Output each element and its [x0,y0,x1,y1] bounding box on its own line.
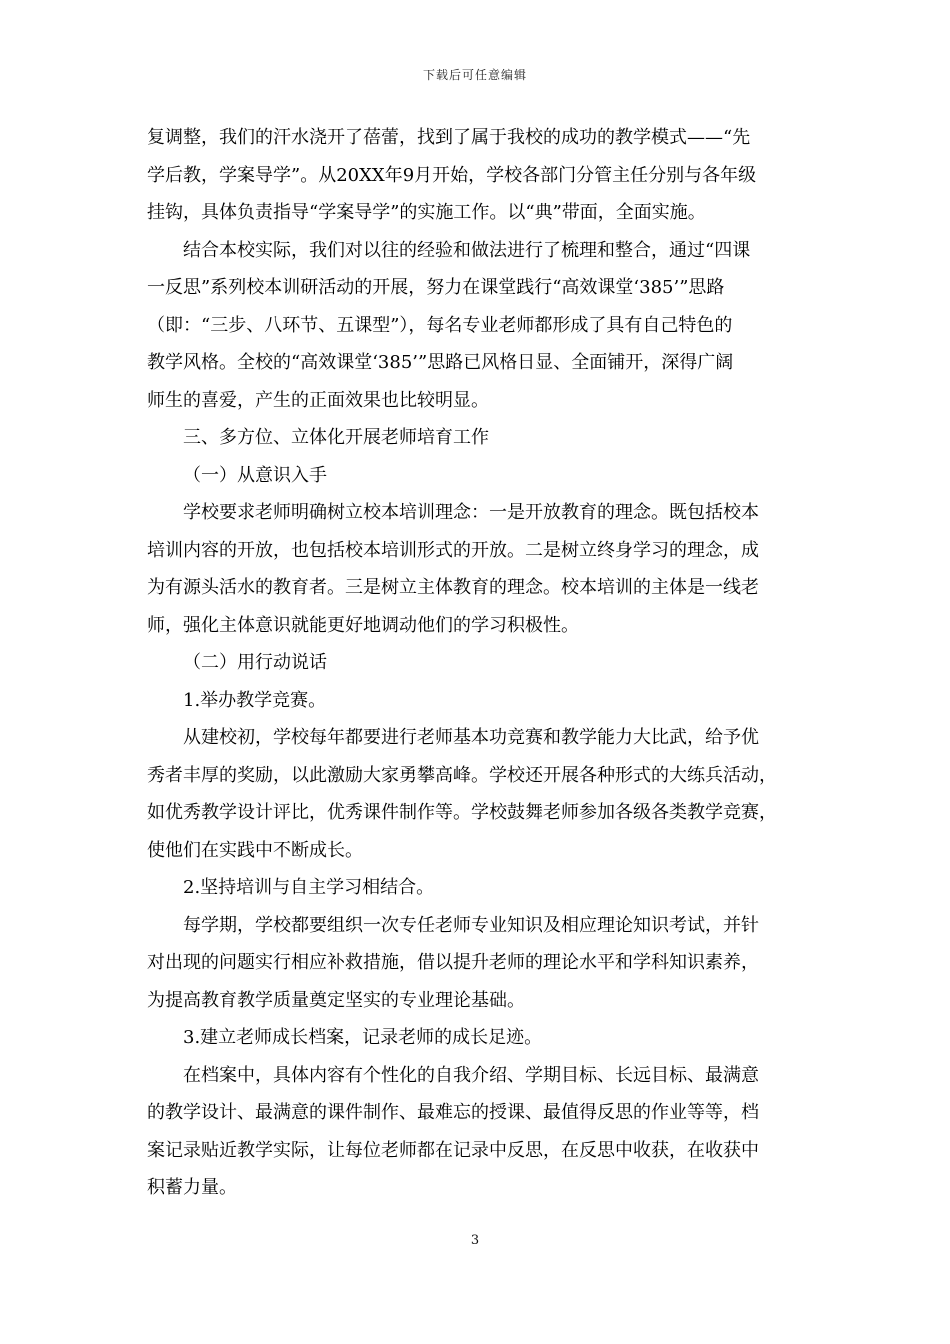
text-line: 为有源头活水的教育者。三是树立主体教育的理念。校本培训的主体是一线老 [147,577,759,598]
section-heading: 三、多方位、立体化开展老师培育工作 [183,427,489,448]
text-line: 师，强化主体意识就能更好地调动他们的学习积极性。 [147,614,579,636]
text-line: 秀者丰厚的奖励，以此激励大家勇攀高峰。学校还开展各种形式的大练兵活动， [147,764,777,786]
text-line: 学后教，学案导学”。从20XX年9月开始，学校各部门分管主任分别与各年级 [147,164,757,186]
item-heading: 1.举办教学竞赛。 [183,689,327,711]
text-line: （即：“三步、八环节、五课型”），每名专业老师都形成了具有自己特色的 [147,314,733,336]
paragraph-start-line: 从建校初，学校每年都要进行老师基本功竞赛和教学能力大比武，给予优 [183,727,759,748]
text-line: 对出现的问题实行相应补救措施，借以提升老师的理论水平和学科知识素养， [147,952,759,973]
page-header-note: 下载后可任意编辑 [422,68,527,82]
subsection-heading: （一）从意识入手 [183,464,327,486]
item-heading: 3.建立老师成长档案，记录老师的成长足迹。 [183,1027,543,1048]
item-heading: 2.坚持培训与自主学习相结合。 [183,877,435,898]
paragraph-start-line: 在档案中，具体内容有个性化的自我介绍、学期目标、长远目标、最满意 [183,1064,759,1086]
text-line: 案记录贴近教学实际，让每位老师都在记录中反思，在反思中收获，在收获中 [147,1139,759,1161]
text-line: 复调整，我们的汗水浇开了蓓蕾，找到了属于我校的成功的教学模式——“先 [147,127,751,148]
paragraph-start-line: 学校要求老师明确树立校本培训理念：一是开放教育的理念。既包括校本 [183,502,759,523]
page-number: 3 [470,1233,480,1248]
text-line: 积蓄力量。 [147,1177,237,1198]
subsection-heading: （二）用行动说话 [183,652,327,673]
text-line: 挂钩，具体负责指导“学案导学”的实施工作。以“典”带面，全面实施。 [147,202,706,223]
paragraph-start-line: 每学期，学校都要组织一次专任老师专业知识及相应理论知识考试，并针 [183,914,759,936]
text-line: 如优秀教学设计评比，优秀课件制作等。学校鼓舞老师参加各级各类教学竞赛， [147,802,777,823]
document-body [147,119,807,1207]
text-line: 师生的喜爱，产生的正面效果也比较明显。 [147,389,489,411]
text-line: 一反思”系列校本训研活动的开展，努力在课堂践行“高效课堂‘385’”思路 [147,277,725,298]
text-line: 使他们在实践中不断成长。 [147,839,363,861]
text-line: 为提高教育教学质量奠定坚实的专业理论基础。 [147,989,525,1011]
text-line: 培训内容的开放，也包括校本培训形式的开放。二是树立终身学习的理念，成 [147,539,759,561]
paragraph-start-line: 结合本校实际，我们对以往的经验和做法进行了梳理和整合，通过“四课 [183,239,751,261]
text-line: 的教学设计、最满意的课件制作、最难忘的授课、最值得反思的作业等等，档 [147,1102,759,1123]
text-line: 教学风格。全校的“高效课堂‘385’”思路已风格日显、全面铺开，深得广阔 [147,352,734,373]
